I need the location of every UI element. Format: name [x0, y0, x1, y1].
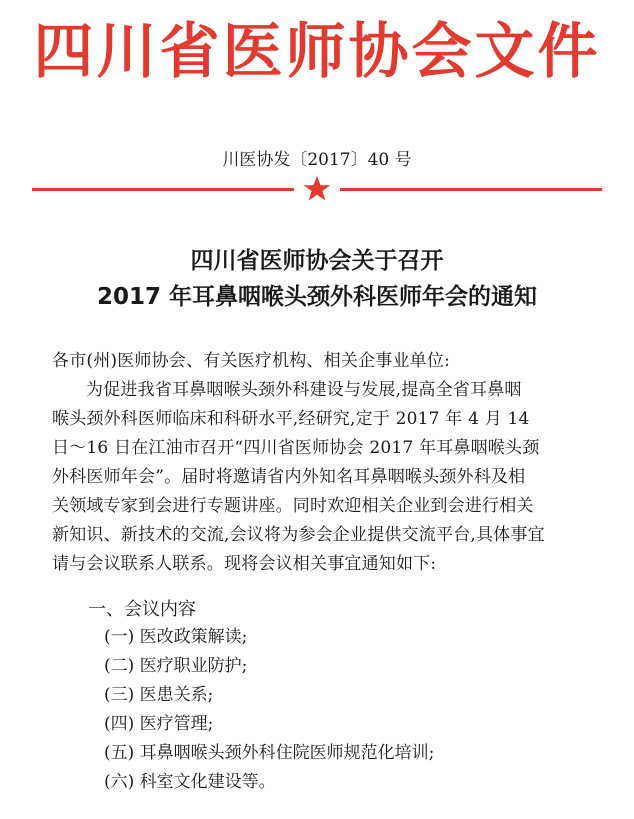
list-item: (五) 耳鼻咽喉头颈外科住院医师规范化培训;: [104, 743, 435, 763]
document-number: 川医协发〔2017〕40 号: [222, 150, 412, 170]
list-item: (四) 医疗管理;: [104, 714, 214, 734]
notice-title-line-2: 2017 年耳鼻咽喉头颈外科医师年会的通知: [96, 284, 538, 310]
paragraph-line: 关领域专家到会进行专题讲座。同时欢迎相关企业到会进行相关: [52, 496, 534, 516]
body-paragraph: [52, 376, 592, 579]
list-item: (一) 医改政策解读;: [104, 627, 248, 647]
list-item: (三) 医患关系;: [104, 685, 214, 705]
divider-line-left: [32, 188, 294, 191]
paragraph-line: 为促进我省耳鼻咽喉头颈外科建设与发展,提高全省耳鼻咽: [86, 380, 522, 400]
document-header-title: 四川省医师协会文件: [33, 17, 601, 87]
divider-line-right: [340, 188, 602, 191]
red-divider: [32, 180, 602, 210]
paragraph-line: 喉头颈外科医师临床和科研水平,经研究,定于 2017 年 4 月 14: [52, 409, 530, 429]
paragraph-line: 日～16 日在江油市召开“四川省医师协会 2017 年耳鼻咽喉头颈: [52, 438, 540, 458]
paragraph-line: 外科医师年会”。届时将邀请省内外知名耳鼻咽喉头颈外科及相: [52, 467, 526, 487]
list-item: (六) 科室文化建设等。: [104, 772, 276, 792]
notice-title-line-1: 四川省医师协会关于召开: [190, 248, 444, 274]
paragraph-line: 新知识、新技术的交流,会议将为参会企业提供交流平台,具体事宜: [52, 525, 545, 545]
meeting-content-list: [104, 623, 434, 797]
salutation: 各市(州)医师协会、有关医疗机构、相关企事业单位:: [52, 351, 450, 371]
star-icon: [302, 174, 332, 204]
paragraph-line: 请与会议联系人联系。现将会议相关事宜通知如下:: [52, 554, 437, 574]
list-item: (二) 医疗职业防护;: [104, 656, 248, 676]
section-heading: 一、会议内容: [88, 599, 196, 620]
